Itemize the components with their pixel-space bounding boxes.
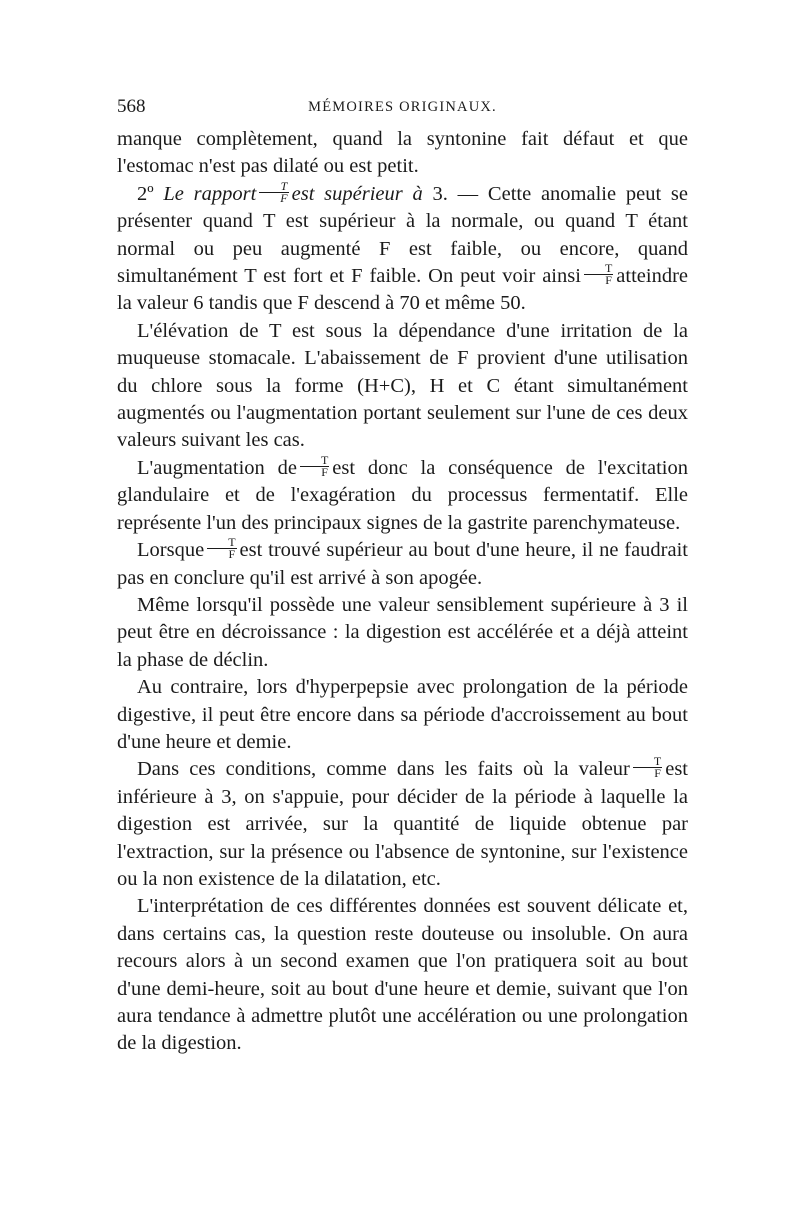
paragraph: L'élévation de T est sous la dépendance d'une irritation de la muqueuse stomacale. L'abaissement de F provient d'une utilisation du chlore sous la forme (H+C), H et C étant simultanément augmentés ou l'augmentation portant seulement sur l'une de ces deux valeurs suivant les cas.	[117, 319, 688, 452]
paragraph: Au contraire, lors d'hyperpepsie avec prolongation de la période digestive, il peut être encore dans sa période d'accroissement au bout d'une heure et demie.	[117, 676, 688, 753]
body-text	[117, 126, 688, 1058]
fraction-t-over-f: $\frac{T}{F}$	[259, 181, 288, 204]
fraction-t-over-f: $\frac{T}{F}$	[633, 756, 662, 779]
fraction-t-over-f: $\frac{T}{F}$	[300, 455, 329, 478]
paragraph: L'augmentation de $\frac{T}{F}$ est donc la conséquence de l'excitation glandulaire et de l'exagération du processus fermentatif. Elle représente l'un des principaux signes de la gastrite parenchymateuse.	[117, 452, 688, 534]
fraction-t-over-f: $\frac{T}{F}$	[207, 537, 236, 560]
fraction-t-over-f: $\frac{T}{F}$	[584, 263, 613, 286]
paragraph: Lorsque $\frac{T}{F}$ est trouvé supérieur au bout d'une heure, il ne faudrait pas en conclure qu'il est arrivé à son apogée.	[117, 534, 688, 589]
running-title: MÉMOIRES ORIGINAUX.	[308, 99, 497, 115]
page-number: 568	[117, 96, 146, 117]
section-number: 2º	[137, 182, 154, 205]
paragraph-section-2: 2º Le rapport $\frac{T}{F}$ est supérieur à 3. — Cette anomalie peut se présenter quand T est supérieur à la normale, ou quand T étant normal ou peu augmenté F est faible, ou encore, quand simultanément T est fort et F faible. On peut voir ainsi $\frac{T}{F}$ atteindre la valeur 6 tandis que F descend à 70 et même 50.	[117, 178, 688, 315]
running-header	[117, 96, 688, 124]
paragraph: Même lorsqu'il possède une valeur sensiblement supérieure à 3 il peut être en décroissance : la digestion est accélérée et a déjà atteint la phase de déclin.	[117, 593, 688, 671]
paragraph: L'interprétation de ces différentes données est souvent délicate et, dans certains cas, la question reste douteuse ou insoluble. On aura recours alors à un second examen que l'on pratiquera soit au bout d'une demi-heure, soit au bout d'une heure et demie, suivant que l'on aura tendance à admettre plutôt une accélération ou une prolongation de la digestion.	[117, 895, 688, 1055]
page	[117, 96, 688, 1058]
paragraph: Dans ces conditions, comme dans les faits où la valeur $\frac{T}{F}$ est inférieure à 3, on s'appuie, pour décider de la période à laquelle la digestion est arrivée, sur la quantité de liquide obtenue par l'extraction, sur la présence ou l'absence de syntonine, sur l'existence ou la non existence de la dilatation, etc.	[117, 754, 688, 890]
section-title: Le rapport $\frac{T}{F}$ est supérieur à	[163, 178, 423, 205]
paragraph-continuation: manque complètement, quand la syntonine fait défaut et que l'estomac n'est pas dilaté ou est petit.	[117, 128, 688, 178]
